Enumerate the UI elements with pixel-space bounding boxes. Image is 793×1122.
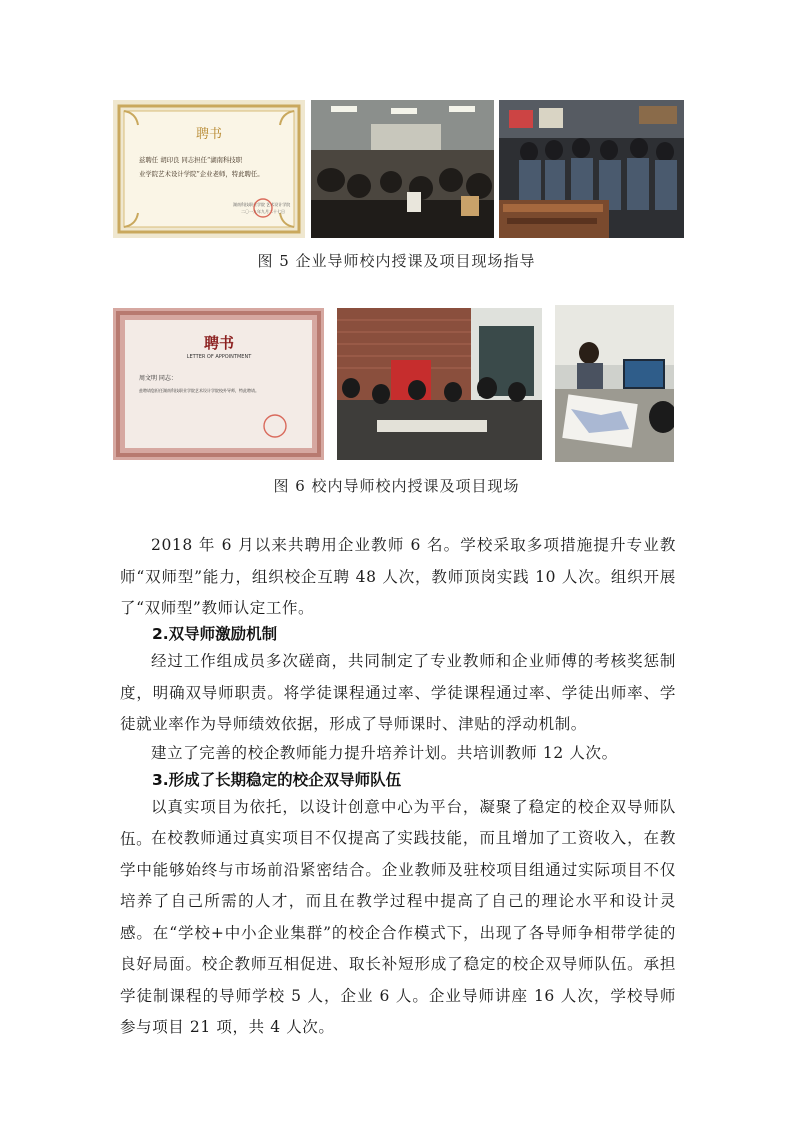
certificate-image-2 (113, 308, 324, 460)
certificate-1-issuer-1: 湖南科技职业学院 艺术设计学院 (233, 202, 291, 207)
certificate-1-issuer-2: 二〇一九年九月二十七日 (241, 209, 285, 214)
figure-5-caption: 图 5 企业导师校内授课及项目现场指导 (257, 252, 536, 270)
figure-6-caption: 图 6 校内导师校内授课及项目现场 (273, 477, 520, 495)
workshop-photo (499, 100, 684, 238)
office-computer-photo (555, 305, 674, 462)
paragraph-2: 经过工作组成员多次磋商，共同制定了专业教师和企业师傅的考核奖惩制度，明确双导师职责。将学徒课程通过率、学徒课程通过率、学徒出师率、学徒就业率作为导师绩效依据，形成了导师课时、津贴的浮动机制。 (120, 652, 676, 733)
section-heading-2: 2.双导师激励机制 (152, 625, 278, 643)
certificate-2-subtitle: LETTER OF APPOINTMENT (186, 354, 252, 360)
paragraph-1: 2018 年 6 月以来共聘用企业教师 6 名。学校采取多项措施提升专业教师“双师型”能力，组织校企互聘 48 人次，教师顶岗实践 10 人次。组织开展了“双师型”教师认定工作。 (120, 536, 676, 617)
paragraph-3: 建立了完善的校企教师能力提升培养计划。共培训教师 12 人次。 (151, 744, 618, 762)
paragraph-5: 在校教师通过真实项目不仅提高了实践技能，而且增加了工资收入，在教学中能够始终与市场前沿紧密结合。企业教师及驻校项目组通过实际项目不仅培养了自己所需的人才，而且在教学过程中提高了自己的理论水平和设计灵感。在“学校+中小企业集群”的校企合作模式下，出现了各导师争相带学徒的良好局面。校企教师互相促进、取长补短形成了稳定的校企双导师队伍。承担学徒制课程的导师学校 5 人，企业 6 人。企业导师讲座 16 人次，学校导师参与项目 21 项，共 4 人次。 (120, 829, 676, 1036)
certificate-1-line-2: 业学院艺术设计学院”企业老师，特此聘任。 (139, 170, 264, 178)
section-heading-3: 3.形成了长期稳定的校企双导师队伍 (152, 771, 402, 789)
certificate-1-line-1: 兹聘任 胡印良 同志担任“湖南科技职 (139, 156, 243, 164)
certificate-2-body: 兹聘请您担任湖南科技职业学院艺术设计学院校外导师，特此聘请。 (139, 388, 259, 393)
certificate-1-title: 聘书 (195, 127, 223, 142)
certificate-2-title: 聘书 (203, 334, 235, 352)
classroom-photo (311, 100, 494, 238)
certificate-2-recipient: 周文明 同志： (139, 375, 177, 382)
paragraph-4: 以真实项目为依托，以设计创意中心为平台，凝聚了稳定的校企双导师队伍。 (120, 798, 676, 848)
outdoor-meeting-photo (337, 308, 542, 460)
certificate-image-1 (113, 100, 305, 238)
